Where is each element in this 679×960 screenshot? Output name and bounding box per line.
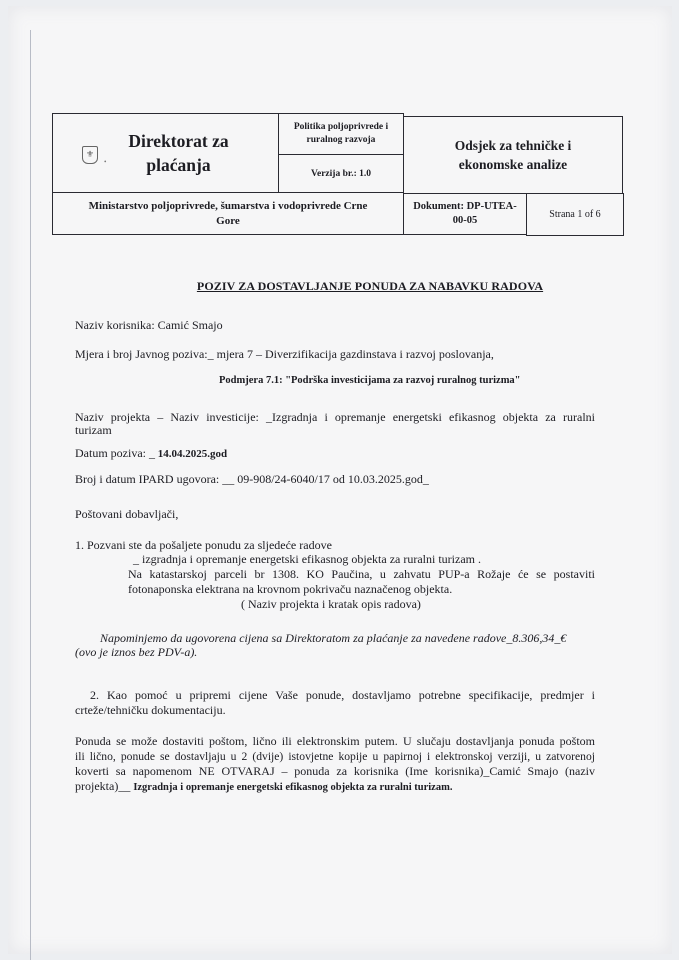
delivery-line1: Ponuda se može dostaviti poštom, lično ili elektronskim putem. U slučaju dostavljanja ponuda poštom: [75, 734, 595, 748]
item1-line2: Na katastarskoj parceli br 1308. KO Paučina, u zahvatu PUP-a Rožaje će se postaviti: [128, 567, 595, 581]
document-cell: [403, 193, 527, 235]
emblem-mark-icon: •: [104, 158, 107, 166]
department-line2: ekonomske analize: [458, 157, 568, 172]
document-line1: Dokument: DP-UTEA-: [413, 201, 517, 212]
department-line1: Odsjek za tehničke i: [454, 138, 572, 153]
project-line1: Naziv projekta – Naziv investicije: _Izgradnja i opremanje energetski efikasnog objekta za ruralni: [75, 410, 595, 424]
item1-intro: 1. Pozvani ste da pošaljete ponudu za sljedeće radove: [75, 538, 332, 552]
coat-of-arms-icon: ⚜: [82, 146, 98, 164]
policy-line1: Politika poljoprivrede i: [293, 122, 389, 132]
submeasure: Podmjera 7.1: "Podrška investicijama za razvoj ruralnog turizma": [219, 375, 521, 386]
ministry-cell: [52, 192, 404, 235]
date-label: Datum poziva: _: [75, 446, 155, 460]
user-name: Naziv korisnika: Camić Smajo: [75, 318, 223, 332]
org-name-line1: Direktorat za: [128, 131, 229, 151]
version: Verzija br.: 1.0: [311, 168, 371, 179]
policy-line2: ruralnog razvoja: [306, 135, 376, 145]
ministry-line1: Ministarstvo poljoprivrede, šumarstva i vodoprivrede Crne: [88, 199, 368, 212]
delivery-line4-project: Izgradnja i opremanje energetski efikasnog objekta za ruralni turizam.: [133, 782, 453, 793]
document-title: POZIV ZA DOSTAVLJANJE PONUDA ZA NABAVKU RADOVA: [196, 279, 544, 293]
policy-cell: [278, 113, 404, 155]
measure: Mjera i broj Javnog poziva:_ mjera 7 – Diverzifikacija gazdinstava i razvoj poslovanja,: [75, 347, 494, 361]
project-line2: turizam: [75, 423, 112, 437]
date-field: [75, 446, 227, 462]
document-line2: 00-05: [452, 215, 478, 226]
contract: Broj i datum IPARD ugovora: __ 09-908/24-6040/17 od 10.03.2025.god_: [75, 472, 429, 486]
item2-line2: crteže/tehničku dokumentaciju.: [75, 703, 226, 717]
page-number: Strana 1 of 6: [549, 209, 601, 220]
item2-line1: 2. Kao pomoć u pripremi cijene Vaše ponude, dostavljamo potrebne specifikacije, predmjer i: [90, 688, 595, 702]
greeting: Poštovani dobavljači,: [75, 507, 179, 521]
delivery-line4-prefix: projekta)__: [75, 779, 131, 793]
org-name-line2: plaćanja: [146, 155, 211, 175]
margin-rule: [30, 30, 31, 960]
item1-line3: fotonaponska elektrana na krovnom pokrivaču naznačenog objekta.: [128, 582, 453, 596]
version-cell: [278, 154, 404, 193]
delivery-line2: ili lično, ponude se dostavljaju u 2 (dvije) istovjetne kopije u papirnoj i elektronskoj verziji, u zatvorenoj: [75, 750, 595, 763]
delivery-line3: koverti sa napomenom NE OTVARAJ – ponuda za korisnika (Ime korisnika)_Camić Smajo (naziv: [75, 764, 595, 778]
note-line1: Napominjemo da ugovorena cijena sa Direktoratom za plaćanje za navedene radove_8.306,34_€: [100, 631, 567, 645]
item1-caption: ( Naziv projekta i kratak opis radova): [241, 597, 421, 611]
item1-line1: _ izgradnja i opremanje energetski efikasnog objekta za ruralni turizam .: [133, 552, 481, 566]
date-value: 14.04.2025.god: [154, 448, 228, 460]
page-cell: [526, 193, 624, 236]
note-line2: (ovo je iznos bez PDV-a).: [75, 645, 198, 659]
delivery-line4: [75, 779, 452, 795]
department-cell: [403, 116, 623, 194]
ministry-line2: Gore: [216, 214, 240, 227]
